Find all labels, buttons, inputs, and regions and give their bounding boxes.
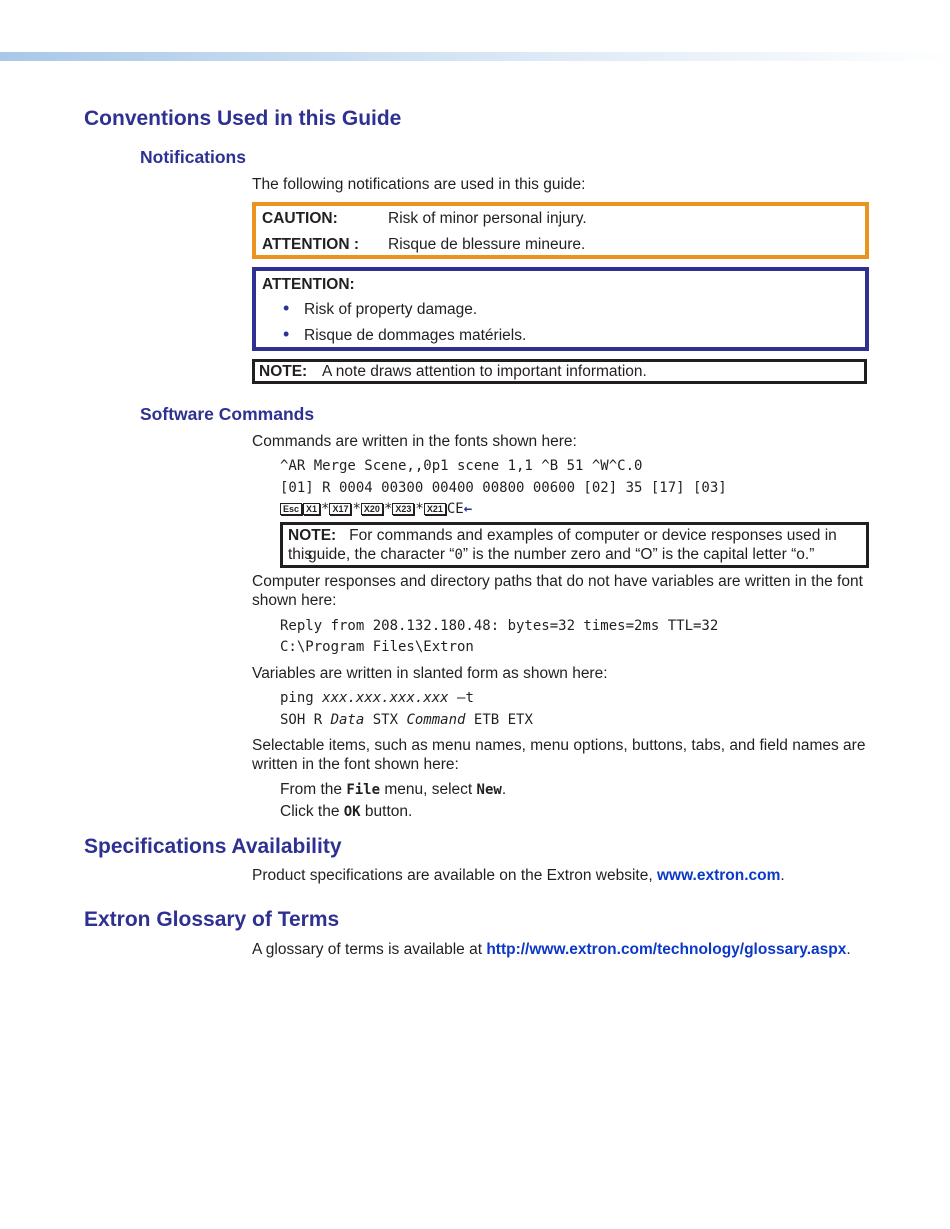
commands-note-zero: 0 bbox=[454, 547, 463, 563]
selectable-intro-line-1: Selectable items, such as menu names, menu options, buttons, tabs, and field names are bbox=[252, 737, 866, 754]
command-tail: CE bbox=[446, 501, 464, 517]
sel2-part: Click the bbox=[280, 803, 344, 820]
bullet-icon: • bbox=[283, 298, 290, 318]
specifications-text bbox=[252, 866, 785, 885]
responses-intro-line-1: Computer responses and directory paths that do not have variables are written in the font bbox=[252, 573, 863, 590]
specifications-link[interactable]: www.extron.com bbox=[656, 867, 781, 884]
header-gradient-bar bbox=[0, 52, 950, 61]
return-arrow-icon: ← bbox=[463, 501, 473, 517]
note-label: NOTE: bbox=[259, 363, 308, 380]
commands-note-text-2b: ” is the number zero and “O” is the capital letter “o.” bbox=[462, 546, 815, 563]
attention-fr-label: ATTENTION : bbox=[262, 236, 360, 253]
var2-part: SOH R bbox=[280, 712, 331, 728]
variable-example-2 bbox=[280, 712, 533, 728]
var2-variable: Data bbox=[330, 712, 365, 728]
separator: * bbox=[321, 501, 330, 517]
separator: * bbox=[383, 501, 393, 517]
selectable-intro-line-2: written in the font shown here: bbox=[252, 756, 459, 773]
attention-fr-text: Risque de blessure mineure. bbox=[388, 236, 586, 253]
specifications-text-body: Product specifications are available on the Extron website, bbox=[252, 867, 657, 884]
separator: * bbox=[415, 501, 424, 517]
responses-intro-line-2: shown here: bbox=[252, 592, 337, 609]
key-esc-icon: Esc bbox=[280, 503, 302, 515]
key-x23-icon: X23 bbox=[392, 503, 414, 515]
notifications-intro: The following notifications are used in this guide: bbox=[252, 176, 586, 193]
sel1-option: New bbox=[476, 782, 502, 798]
bullet-icon: • bbox=[283, 324, 290, 344]
attention-item: Risque de dommages matériels. bbox=[304, 327, 527, 344]
command-example-2: [01] R 0004 00300 00400 00800 00600 [02] 35 [17] [03] bbox=[280, 480, 727, 496]
note-text: A note draws attention to important information. bbox=[322, 363, 647, 380]
specifications-text-end: . bbox=[780, 867, 785, 884]
notifications-heading: Notifications bbox=[140, 147, 246, 167]
attention-item: Risk of property damage. bbox=[304, 301, 478, 318]
variables-intro: Variables are written in slanted form as shown here: bbox=[252, 665, 608, 682]
glossary-text bbox=[252, 940, 851, 959]
key-x20-icon: X20 bbox=[361, 503, 383, 515]
sel2-part: button. bbox=[360, 803, 413, 820]
attention-label: ATTENTION: bbox=[262, 276, 355, 293]
command-example-3 bbox=[280, 501, 472, 517]
response-example-2: C:\Program Files\Extron bbox=[280, 639, 474, 655]
response-example-1: Reply from 208.132.180.48: bytes=32 times=2ms TTL=32 bbox=[280, 618, 719, 634]
command-example-1: ^AR Merge Scene,,0p1 scene 1,1 ^B 51 ^W^C.0 bbox=[280, 458, 643, 474]
key-x17-icon: X17 bbox=[329, 503, 351, 515]
caution-label: CAUTION: bbox=[262, 210, 338, 227]
key-x21-icon: X21 bbox=[424, 503, 446, 515]
software-commands-heading: Software Commands bbox=[140, 404, 315, 424]
sel2-button: OK bbox=[343, 804, 361, 820]
var1-part: —t bbox=[448, 690, 474, 706]
sel1-menu: File bbox=[346, 782, 381, 798]
selectable-example-2 bbox=[280, 802, 412, 822]
var1-part: ping bbox=[280, 690, 323, 706]
commands-note-text-2a: guide, the character “ bbox=[308, 546, 455, 563]
commands-note-text-1: For commands and examples of computer or device responses used in this bbox=[288, 527, 837, 563]
commands-intro: Commands are written in the fonts shown here: bbox=[252, 433, 577, 450]
commands-note-line-2 bbox=[308, 545, 814, 565]
var1-variable: xxx.xxx.xxx.xxx bbox=[322, 690, 449, 706]
specifications-heading: Specifications Availability bbox=[84, 835, 342, 858]
sel1-part: From the bbox=[280, 781, 347, 798]
glossary-text-body: A glossary of terms is available at bbox=[252, 941, 487, 958]
var2-variable: Command bbox=[406, 712, 466, 728]
key-x1-icon: X1 bbox=[303, 503, 320, 515]
var2-part: ETB ETX bbox=[465, 712, 533, 728]
commands-note-label: NOTE: bbox=[288, 527, 337, 544]
sel1-part: . bbox=[501, 781, 507, 798]
caution-text: Risk of minor personal injury. bbox=[388, 210, 587, 227]
selectable-example-1 bbox=[280, 780, 506, 800]
var2-part: STX bbox=[364, 712, 407, 728]
conventions-heading: Conventions Used in this Guide bbox=[84, 107, 402, 130]
variable-example-1 bbox=[280, 690, 474, 706]
glossary-heading: Extron Glossary of Terms bbox=[84, 908, 340, 931]
sel1-part: menu, select bbox=[380, 781, 477, 798]
glossary-link[interactable]: http://www.extron.com/technology/glossary.aspx bbox=[486, 941, 847, 958]
separator: * bbox=[352, 501, 361, 517]
glossary-text-end: . bbox=[846, 941, 851, 958]
